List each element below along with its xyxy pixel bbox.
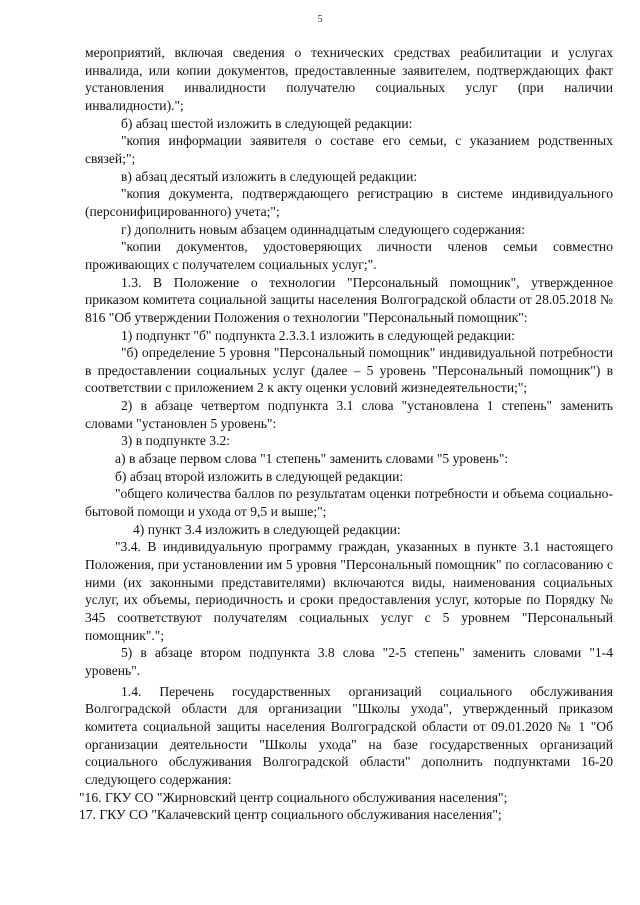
- paragraph-11: 2) в абзаце четвертом подпункта 3.1 слова "установлена 1 степень" заменить словами "установлен 5 уровень":: [85, 398, 613, 431]
- paragraph-12: 3) в подпункте 3.2:: [121, 433, 231, 449]
- paragraph-7: "копии документов, удостоверяющих личности членов семьи совместно проживающих с получателем социальных услуг;".: [85, 239, 613, 272]
- paragraph-19: 1.4. Перечень государственных организаций социального обслуживания Волгоградской области для организации "Школы ухода", утвержденный приказом комитета социальной защиты населения Волгоградской области от 09.01.2020 № 1 "Об организации деятельности "Школы ухода" на базе государственных организаций социального обслуживания Волгоградской области" дополнить подпунктами 16-20 следующего содержания:: [85, 683, 613, 787]
- paragraph-4: в) абзац десятый изложить в следующей редакции:: [121, 168, 418, 184]
- paragraph-3: "копия информации заявителя о составе его семьи, с указанием родственных связей;";: [85, 133, 613, 166]
- paragraph-8: 1.3. В Положение о технологии "Персональный помощник", утвержденное приказом комитета социальной защиты населения Волгоградской области от 28.05.2018 № 816 "Об утверждении Положения о технологии "Персональный помощник":: [85, 274, 613, 325]
- document-body: [79, 44, 613, 824]
- paragraph-21: 17. ГКУ СО "Калачевский центр социального обслуживания населения";: [79, 807, 502, 823]
- paragraph-5: "копия документа, подтверждающего регистрацию в системе индивидуального (персонифицированного) учета;";: [85, 186, 613, 219]
- paragraph-16: 4) пункт 3.4 изложить в следующей редакции:: [133, 521, 401, 537]
- paragraph-20: "16. ГКУ СО "Жирновский центр социального обслуживания населения";: [79, 789, 508, 805]
- paragraph-6: г) дополнить новым абзацем одиннадцатым следующего содержания:: [121, 221, 526, 237]
- paragraph-18: 5) в абзаце втором подпункта 3.8 слова "2-5 степень" заменить словами "1-4 уровень".: [85, 645, 613, 678]
- paragraph-10: "б) определение 5 уровня "Персональный помощник" индивидуальной потребности в предоставлении социальных услуг (далее – 5 уровень "Персональный помощник") в соответствии с приложением 2 к акту оценки условий жизнедеятельности;";: [85, 345, 613, 396]
- paragraph-17: "3.4. В индивидуальную программу граждан, указанных в пункте 3.1 настоящего Положения, при установлении им 5 уровня "Персональный помощник" по согласованию с ними (их законными представителями) включаются виды, наименования социальных услуг, их объемы, периодичность и сроки предоставления услуг, которые по Порядку № 345 соответствуют получателям социальных услуг с 5 уровнем "Персональный помощник".";: [85, 539, 613, 643]
- paragraph-2: б) абзац шестой изложить в следующей редакции:: [121, 115, 413, 131]
- paragraph-1: мероприятий, включая сведения о технических средствах реабилитации и услугах инвалида, или копии документов, предоставленные заявителем, подтверждающих факт установления инвалидности получателю социальных услуг (при наличии инвалидности).";: [85, 45, 613, 113]
- paragraph-13: а) в абзаце первом слова "1 степень" заменить словами "5 уровень":: [115, 451, 509, 467]
- paragraph-14: б) абзац второй изложить в следующей редакции:: [115, 468, 404, 484]
- paragraph-15: "общего количества баллов по результатам оценки потребности и объема социально-бытовой помощи и ухода от 9,5 и выше;";: [85, 486, 613, 520]
- page-number: 5: [317, 14, 323, 25]
- paragraph-9: 1) подпункт "б" подпункта 2.3.3.1 изложить в следующей редакции:: [121, 327, 515, 343]
